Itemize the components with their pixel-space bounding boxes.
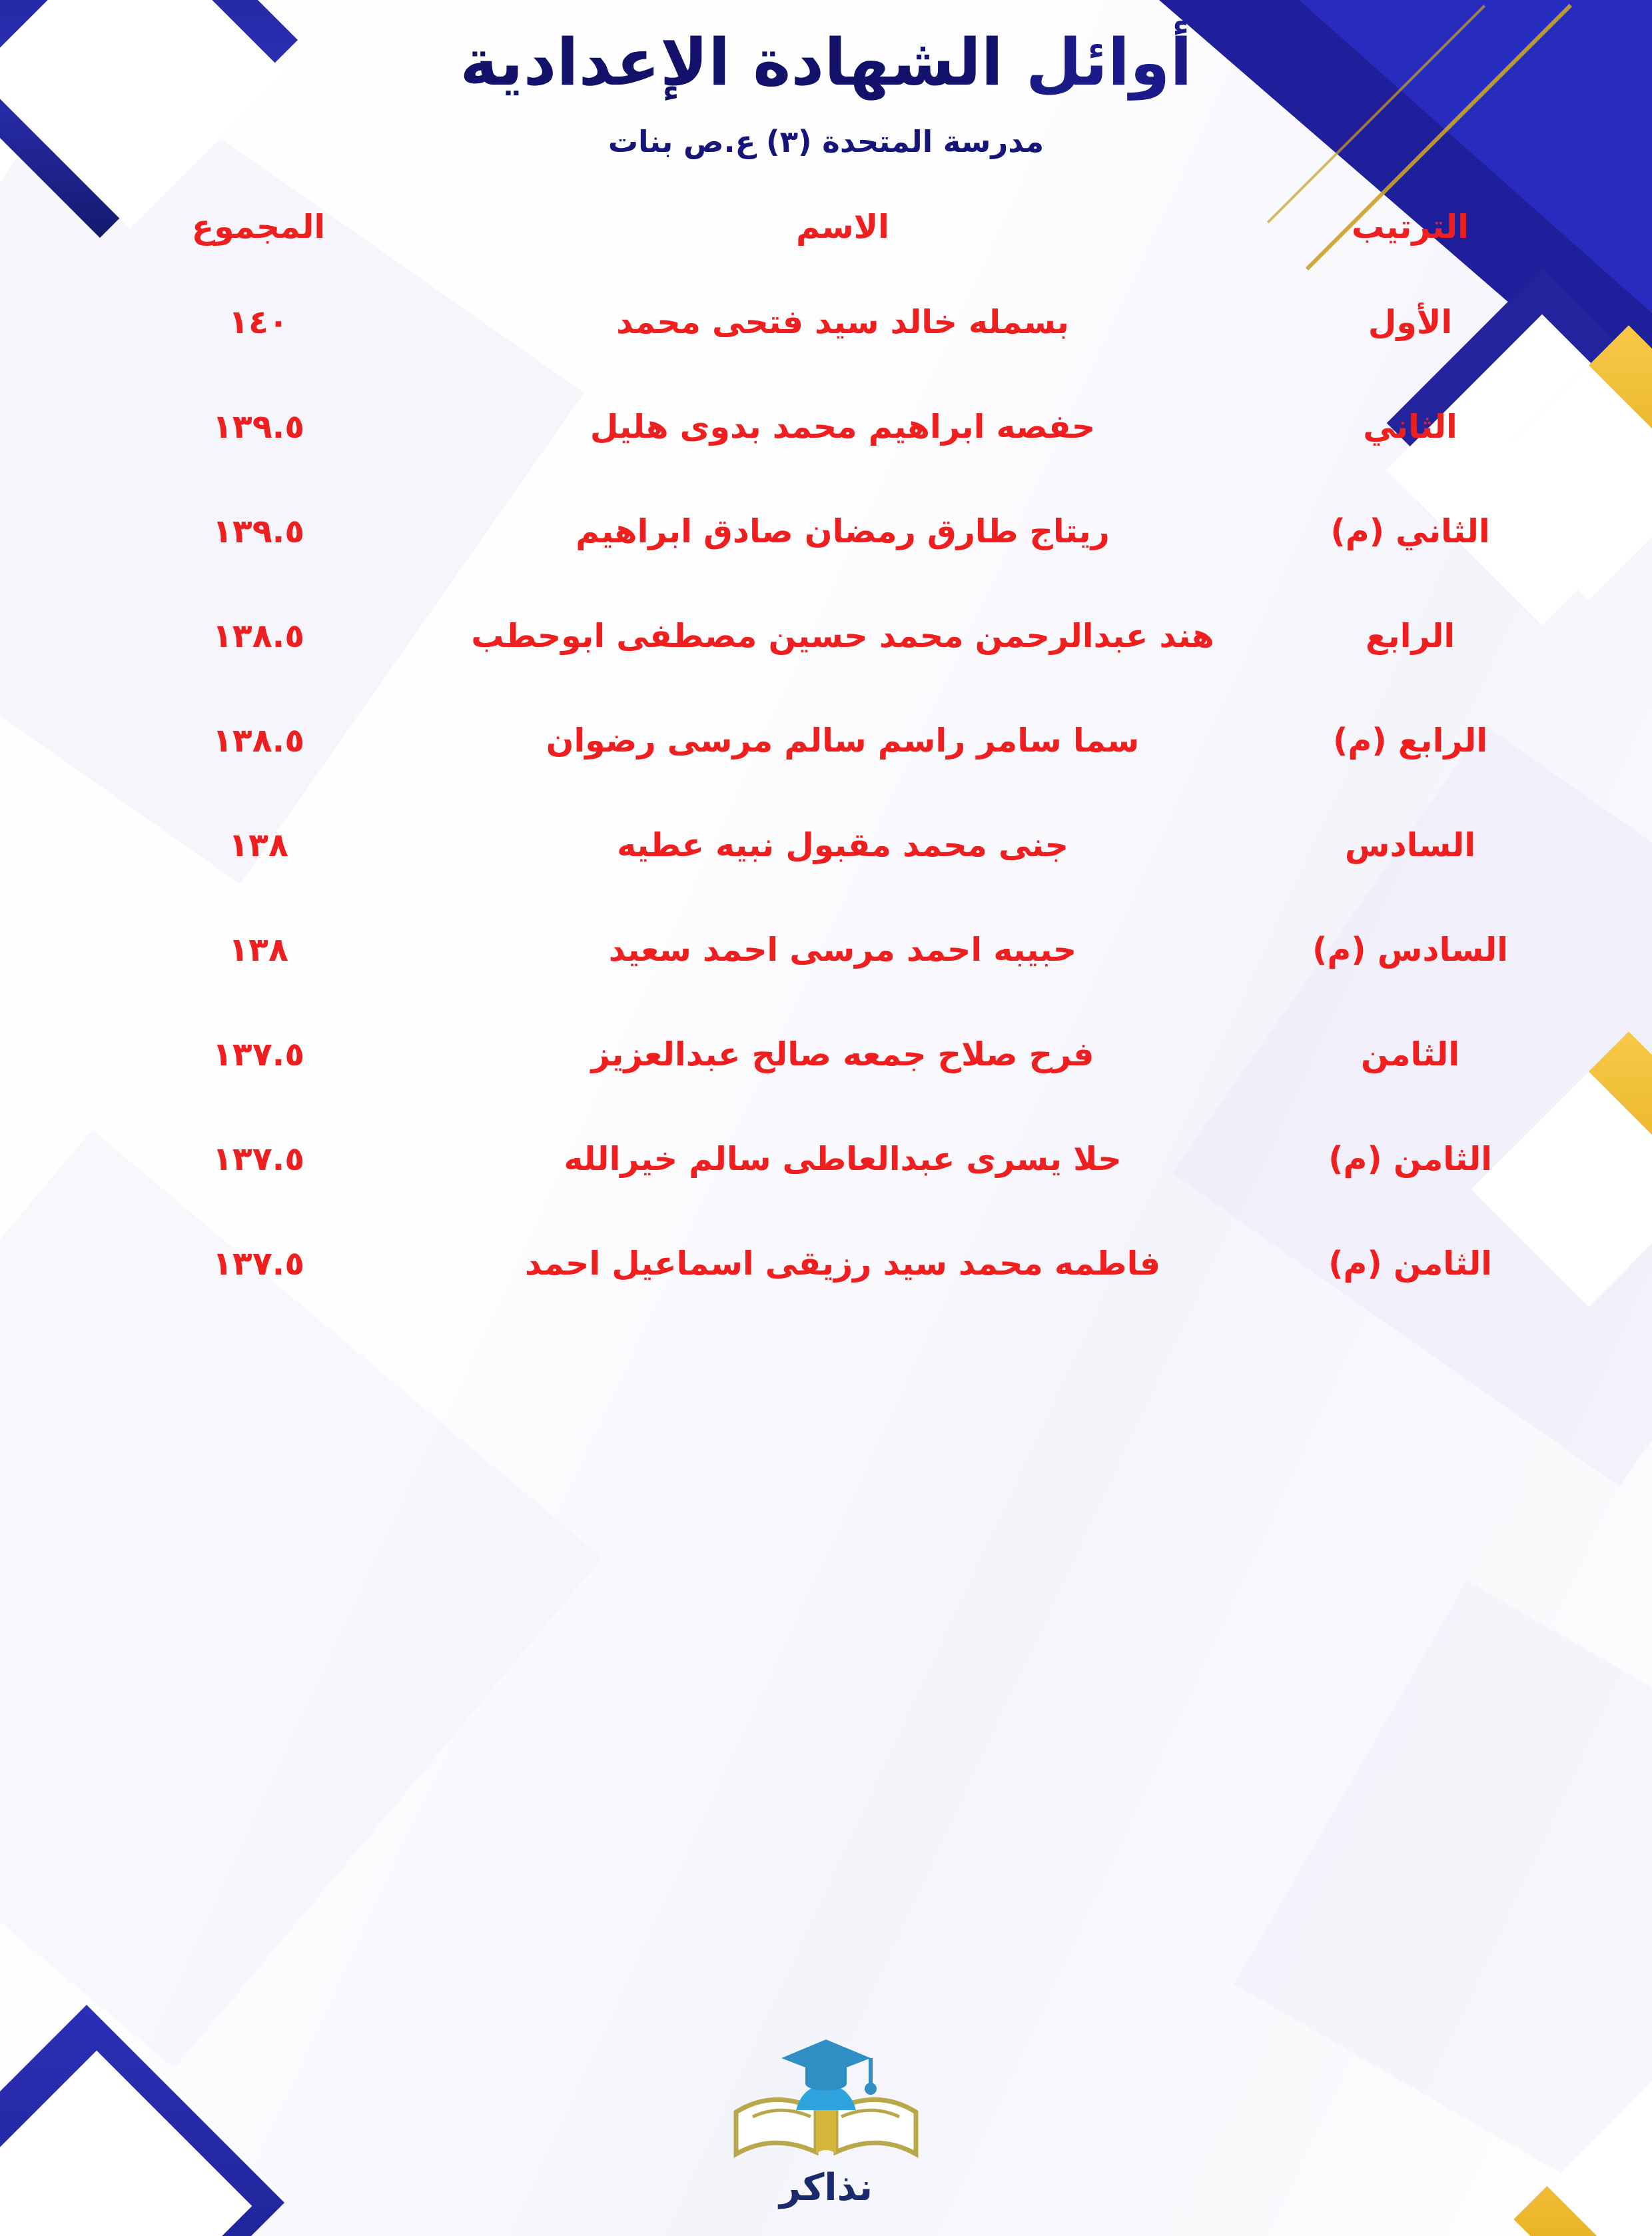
page-title-main: الشهادة الإعدادية (460, 25, 1004, 100)
column-header-rank: الترتيب (1352, 207, 1469, 246)
table-row (98, 270, 1554, 374)
brand-name: نذاكر (779, 2166, 873, 2209)
table-row (98, 793, 1554, 897)
cell-rank: السادس (م) (1312, 930, 1508, 969)
cell-name: حبيبه احمد مرسى احمد سعيد (608, 930, 1077, 969)
cell-name: فرح صلاح جمعه صالح عبدالعزيز (591, 1035, 1094, 1073)
cell-rank: السادس (1344, 826, 1476, 864)
poster-header (0, 0, 1652, 159)
footer (0, 2035, 1652, 2209)
cell-rank: الثاني (1363, 407, 1457, 446)
cell-name: ريتاج طارق رمضان صادق ابراهيم (576, 512, 1110, 550)
table-row (98, 1107, 1554, 1211)
cell-total: ١٣٨.٥ (212, 616, 305, 655)
school-name: مدرسة المتحدة (٣) ع.ص بنات (608, 123, 1044, 159)
cell-name: جنى محمد مقبول نبيه عطيه (617, 826, 1068, 864)
cell-rank: الثامن (م) (1328, 1139, 1492, 1178)
cell-total: ١٣٨ (228, 930, 288, 969)
brand-logo (716, 2035, 936, 2209)
column-header-total: المجموع (191, 207, 326, 246)
table-row (98, 479, 1554, 584)
graduation-book-logo-icon (716, 2035, 936, 2162)
cell-name: حلا يسرى عبدالعاطى سالم خيرالله (564, 1139, 1122, 1178)
cell-rank: الثاني (م) (1330, 512, 1490, 550)
cell-name: هند عبدالرحمن محمد حسين مصطفى ابوحطب (471, 616, 1214, 655)
cell-total: ١٣٧.٥ (212, 1244, 305, 1283)
cell-total: ١٣٩.٥ (212, 512, 305, 550)
cell-name: فاطمه محمد سيد رزيقى اسماعيل احمد (524, 1244, 1161, 1283)
cell-rank: الثامن (م) (1328, 1244, 1492, 1283)
table-row (98, 1211, 1554, 1316)
cell-total: ١٣٧.٥ (212, 1139, 305, 1178)
cell-total: ١٣٨ (228, 826, 288, 864)
table-header-row (98, 207, 1554, 270)
cell-total: ١٤٠ (228, 302, 288, 341)
table-row (98, 688, 1554, 793)
table-row (98, 584, 1554, 688)
cell-name: بسمله خالد سيد فتحى محمد (616, 302, 1069, 341)
top-students-table (98, 207, 1554, 1316)
table-row (98, 374, 1554, 479)
page-title (0, 25, 1652, 100)
cell-name: سما سامر راسم سالم مرسى رضوان (546, 721, 1140, 760)
table-row (98, 1002, 1554, 1107)
cell-rank: الأول (1368, 302, 1453, 341)
cell-rank: الرابع (1365, 616, 1455, 655)
cell-total: ١٣٩.٥ (212, 407, 305, 446)
cell-name: حفصه ابراهيم محمد بدوى هليل (590, 407, 1096, 446)
cell-rank: الرابع (م) (1332, 721, 1488, 760)
page-title-accent: أوائل (1025, 25, 1192, 100)
cell-total: ١٣٨.٥ (212, 721, 305, 760)
column-header-name: الاسم (796, 207, 889, 246)
cell-total: ١٣٧.٥ (212, 1035, 305, 1073)
table-row (98, 897, 1554, 1002)
cell-rank: الثامن (1360, 1035, 1460, 1073)
